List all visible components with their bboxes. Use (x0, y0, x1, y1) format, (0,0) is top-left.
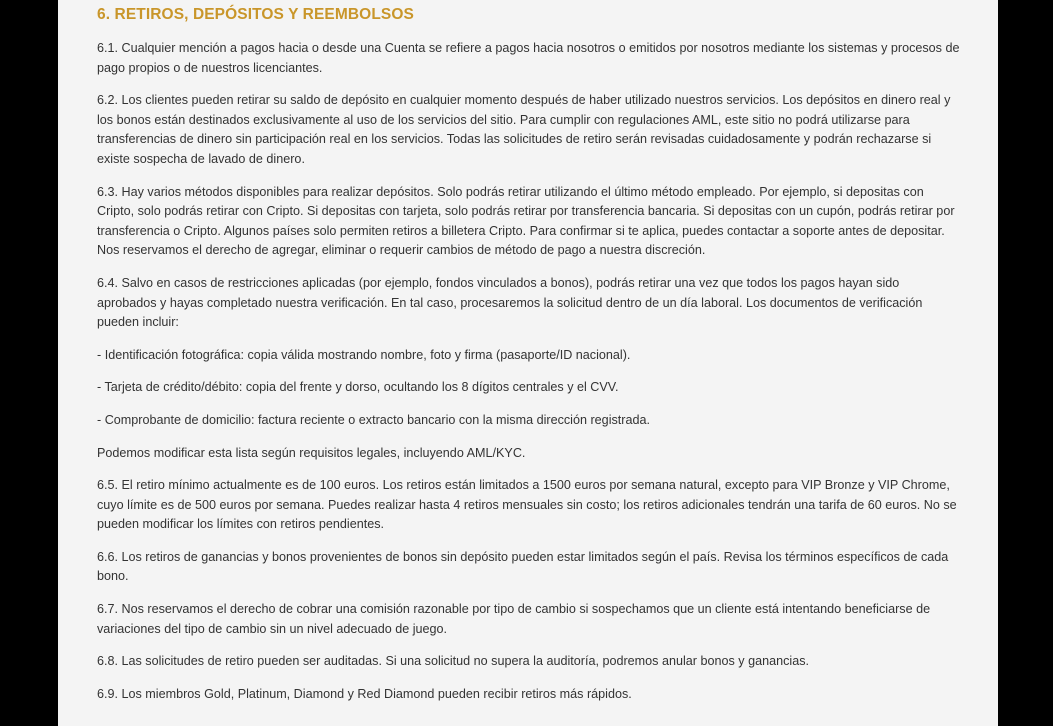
paragraph-6-4: 6.4. Salvo en casos de restricciones aplicadas (por ejemplo, fondos vinculados a bonos), podrás retirar una vez que todos los pagos hayan sido aprobados y hayas completado nuestra verificación. En tal caso, procesaremos la solicitud dentro de un día laboral. Los documentos de verificación pueden incluir: (97, 275, 923, 330)
list-item-photo-id: - Identificación fotográfica: copia válida mostrando nombre, foto y firma (pasaporte/ID nacional). (97, 347, 631, 362)
paragraph-6-5: 6.5. El retiro mínimo actualmente es de 100 euros. Los retiros están limitados a 1500 euros por semana natural, excepto para VIP Bronze y VIP Chrome, cuyo límite es de 500 euros por semana. Puedes realizar hasta 4 retiros mensuales sin costo; los retiros adicionales tendrán una tarifa de 60 euros. No se pueden modificar los límites con retiros pendientes. (97, 478, 957, 532)
terms-content-panel (58, 0, 998, 726)
paragraph-6-6: 6.6. Los retiros de ganancias y bonos provenientes de bonos sin depósito pueden estar limitados según el país. Revisa los términos específicos de cada bono. (97, 549, 949, 584)
paragraph-6-2: 6.2. Los clientes pueden retirar su saldo de depósito en cualquier momento después de haber utilizado nuestros servicios. Los depósitos en dinero real y los bonos están destinados exclusivamente al uso de los servicios del sitio. Para cumplir con regulaciones AML, este sitio no podrá utilizarse para transferencias de dinero sin participación real en los servicios. Todas las solicitudes de retiro serán revisadas cuidadosamente y podrán rechazarse si existe sospecha de lavado de dinero. (97, 93, 951, 166)
paragraph-6-9: 6.9. Los miembros Gold, Platinum, Diamond y Red Diamond pueden recibir retiros más rápidos. (97, 686, 632, 701)
paragraph-6-7: 6.7. Nos reservamos el derecho de cobrar una comisión razonable por tipo de cambio si sospechamos que un cliente está intentando beneficiarse de variaciones del tipo de cambio sin un nivel adecuado de juego. (97, 602, 931, 636)
paragraph-list-note: Podemos modificar esta lista según requisitos legales, incluyendo AML/KYC. (97, 445, 526, 460)
paragraph-6-1: 6.1. Cualquier mención a pagos hacia o desde una Cuenta se refiere a pagos hacia nosotros o emitidos por nosotros mediante los sistemas y procesos de pago propios o de nuestros licenciantes. (97, 41, 960, 75)
paragraph-6-8: 6.8. Las solicitudes de retiro pueden ser auditadas. Si una solicitud no supera la auditoría, podremos anular bonos y ganancias. (97, 654, 809, 669)
list-item-proof-of-address: - Comprobante de domicilio: factura reciente o extracto bancario con la misma dirección registrada. (97, 412, 650, 427)
paragraph-6-3: 6.3. Hay varios métodos disponibles para realizar depósitos. Solo podrás retirar utilizando el último método empleado. Por ejemplo, si depositas con Cripto, solo podrás retirar con Cripto. Si depositas con tarjeta, solo podrás retirar por transferencia bancaria. Si depositas con un cupón, podrás retirar por transferencia o Cripto. Algunos países solo permiten retiros a billetera Cripto. Para confirmar si te aplica, puedes contactar a soporte antes de depositar. Nos reservamos el derecho de agregar, eliminar o requerir cambios de método de pago a nuestra discreción. (97, 184, 955, 258)
section-title: 6. RETIROS, DEPÓSITOS Y REEMBOLSOS (97, 6, 414, 23)
list-item-card-copy: - Tarjeta de crédito/débito: copia del frente y dorso, ocultando los 8 dígitos centrales y el CVV. (97, 380, 619, 395)
